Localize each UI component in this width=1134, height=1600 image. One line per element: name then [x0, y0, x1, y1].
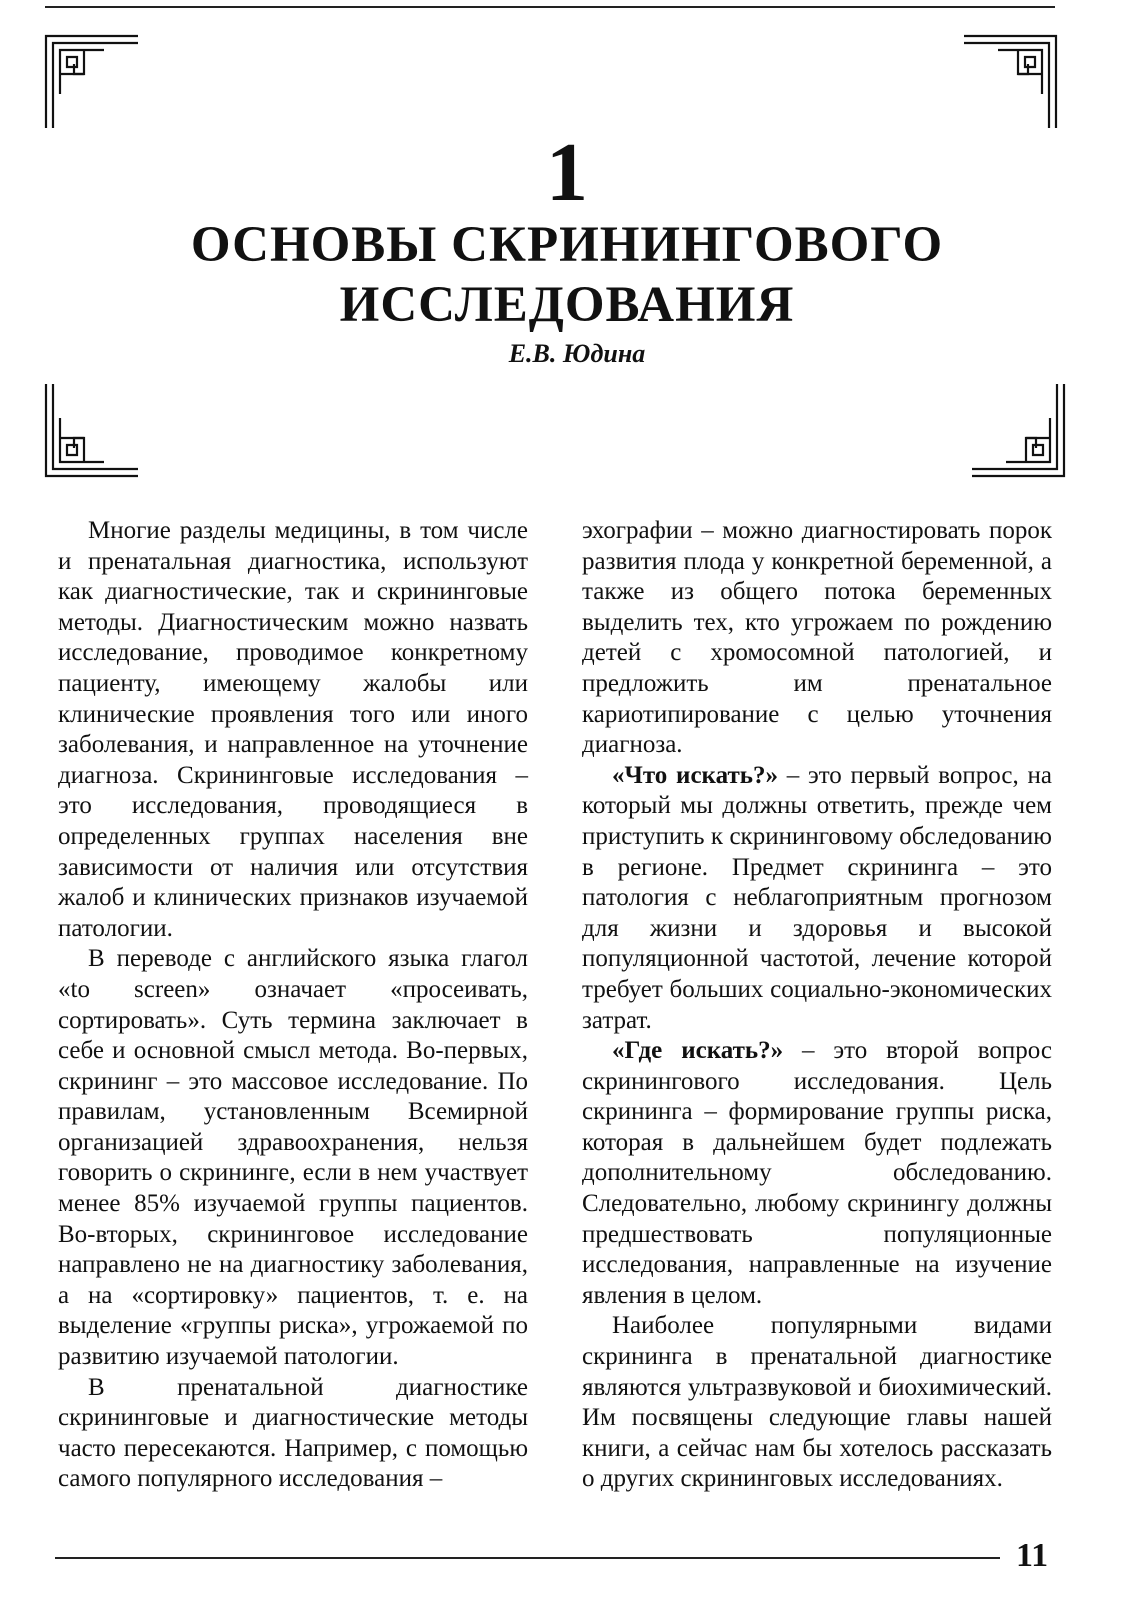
right-column: [582, 516, 1052, 1495]
left-column: [58, 516, 528, 1495]
corner-ornament-bottom-right-icon: [970, 382, 1066, 478]
corner-ornament-top-left-icon: [44, 34, 140, 130]
paragraph-text: – это второй вопрос скринингового исследования. Цель скрининга – формирование группы риска, которая в дальнейшем будет подлежать дополнительному обследованию. Следовательно, любому скринингу должны предшествовать популяционные исследования, направленные на изучение явления в целом.: [582, 1037, 1052, 1309]
chapter-author: Е.В. Юдина: [508, 339, 646, 368]
top-rule: [45, 6, 1055, 8]
chapter-number: 1: [546, 126, 588, 219]
corner-ornament-top-right-icon: [962, 34, 1058, 130]
question-lead: «Где искать?»: [612, 1037, 784, 1065]
paragraph: [582, 1036, 1052, 1311]
paragraph: В пренатальной диагностике скрининговые и диагностические методы часто пересекаются. Например, с помощью самого популярного исследования –: [58, 1373, 528, 1493]
bottom-rule: [55, 1557, 1000, 1559]
paragraph: В переводе с английского языка глагол «to screen» означает «просеивать, сортировать». Суть термина заключает в себе и основной смысл метода. Во-первых, скрининг – это массовое исследование. По правилам, установленным Всемирной организацией здравоохранения, нельзя говорить о скрининге, если в нем участвует менее 85% изучаемой группы пациентов. Во-вторых, скрининговое исследование направлено не на диагностику заболевания, а на «сортировку» пациентов, т. е. на выделение «группы риска», угрожаемой по развитию изучаемой патологии.: [58, 945, 528, 1371]
chapter-title-line-2: ИССЛЕДОВАНИЯ: [339, 277, 795, 333]
paragraph-text: – это первый вопрос, на который мы должны ответить, прежде чем приступить к скрининговому обследованию в регионе. Предмет скрининга – это патология с неблагоприятным прогнозом для жизни и здоровья и высокой популяционной частотой, лечение которой требует больших социально-экономических затрат.: [582, 761, 1052, 1034]
paragraph: [582, 761, 1052, 1036]
question-lead: «Что искать?»: [612, 761, 778, 789]
chapter-title: [0, 215, 1134, 335]
paragraph: Многие разделы медицины, в том числе и пренатальная диагностика, используют как диагностические, так и скрининговые методы. Диагностическим можно назвать исследование, проводимое конкретному пациенту, имеющему жалобы или клинические проявления того или иного заболевания, и направленное на уточнение диагноза. Скрининговые исследования – это исследования, проводящиеся в определенных группах населения вне зависимости от наличия или отсутствия жалоб и клинических признаков изучаемой патологии.: [58, 517, 528, 942]
corner-ornament-bottom-left-icon: [44, 382, 140, 478]
page-number: 11: [1016, 1537, 1049, 1574]
paragraph: Наиболее популярными видами скрининга в пренатальной диагностике являются ультразвуковой и биохимический. Им посвящены следующие главы нашей книги, а сейчас нам бы хотелось рассказать о других скрининговых исследованиях.: [582, 1312, 1052, 1493]
paragraph-continued: эхографии – можно диагностировать порок развития плода у конкретной беременной, а также из общего потока беременных выделить тех, кто угрожаем по рождению детей с хромосомной патологией, и предложить им пренатальное кариотипирование с целью уточнения диагноза.: [582, 517, 1052, 759]
chapter-title-line-1: ОСНОВЫ СКРИНИНГОВОГО: [190, 217, 944, 273]
